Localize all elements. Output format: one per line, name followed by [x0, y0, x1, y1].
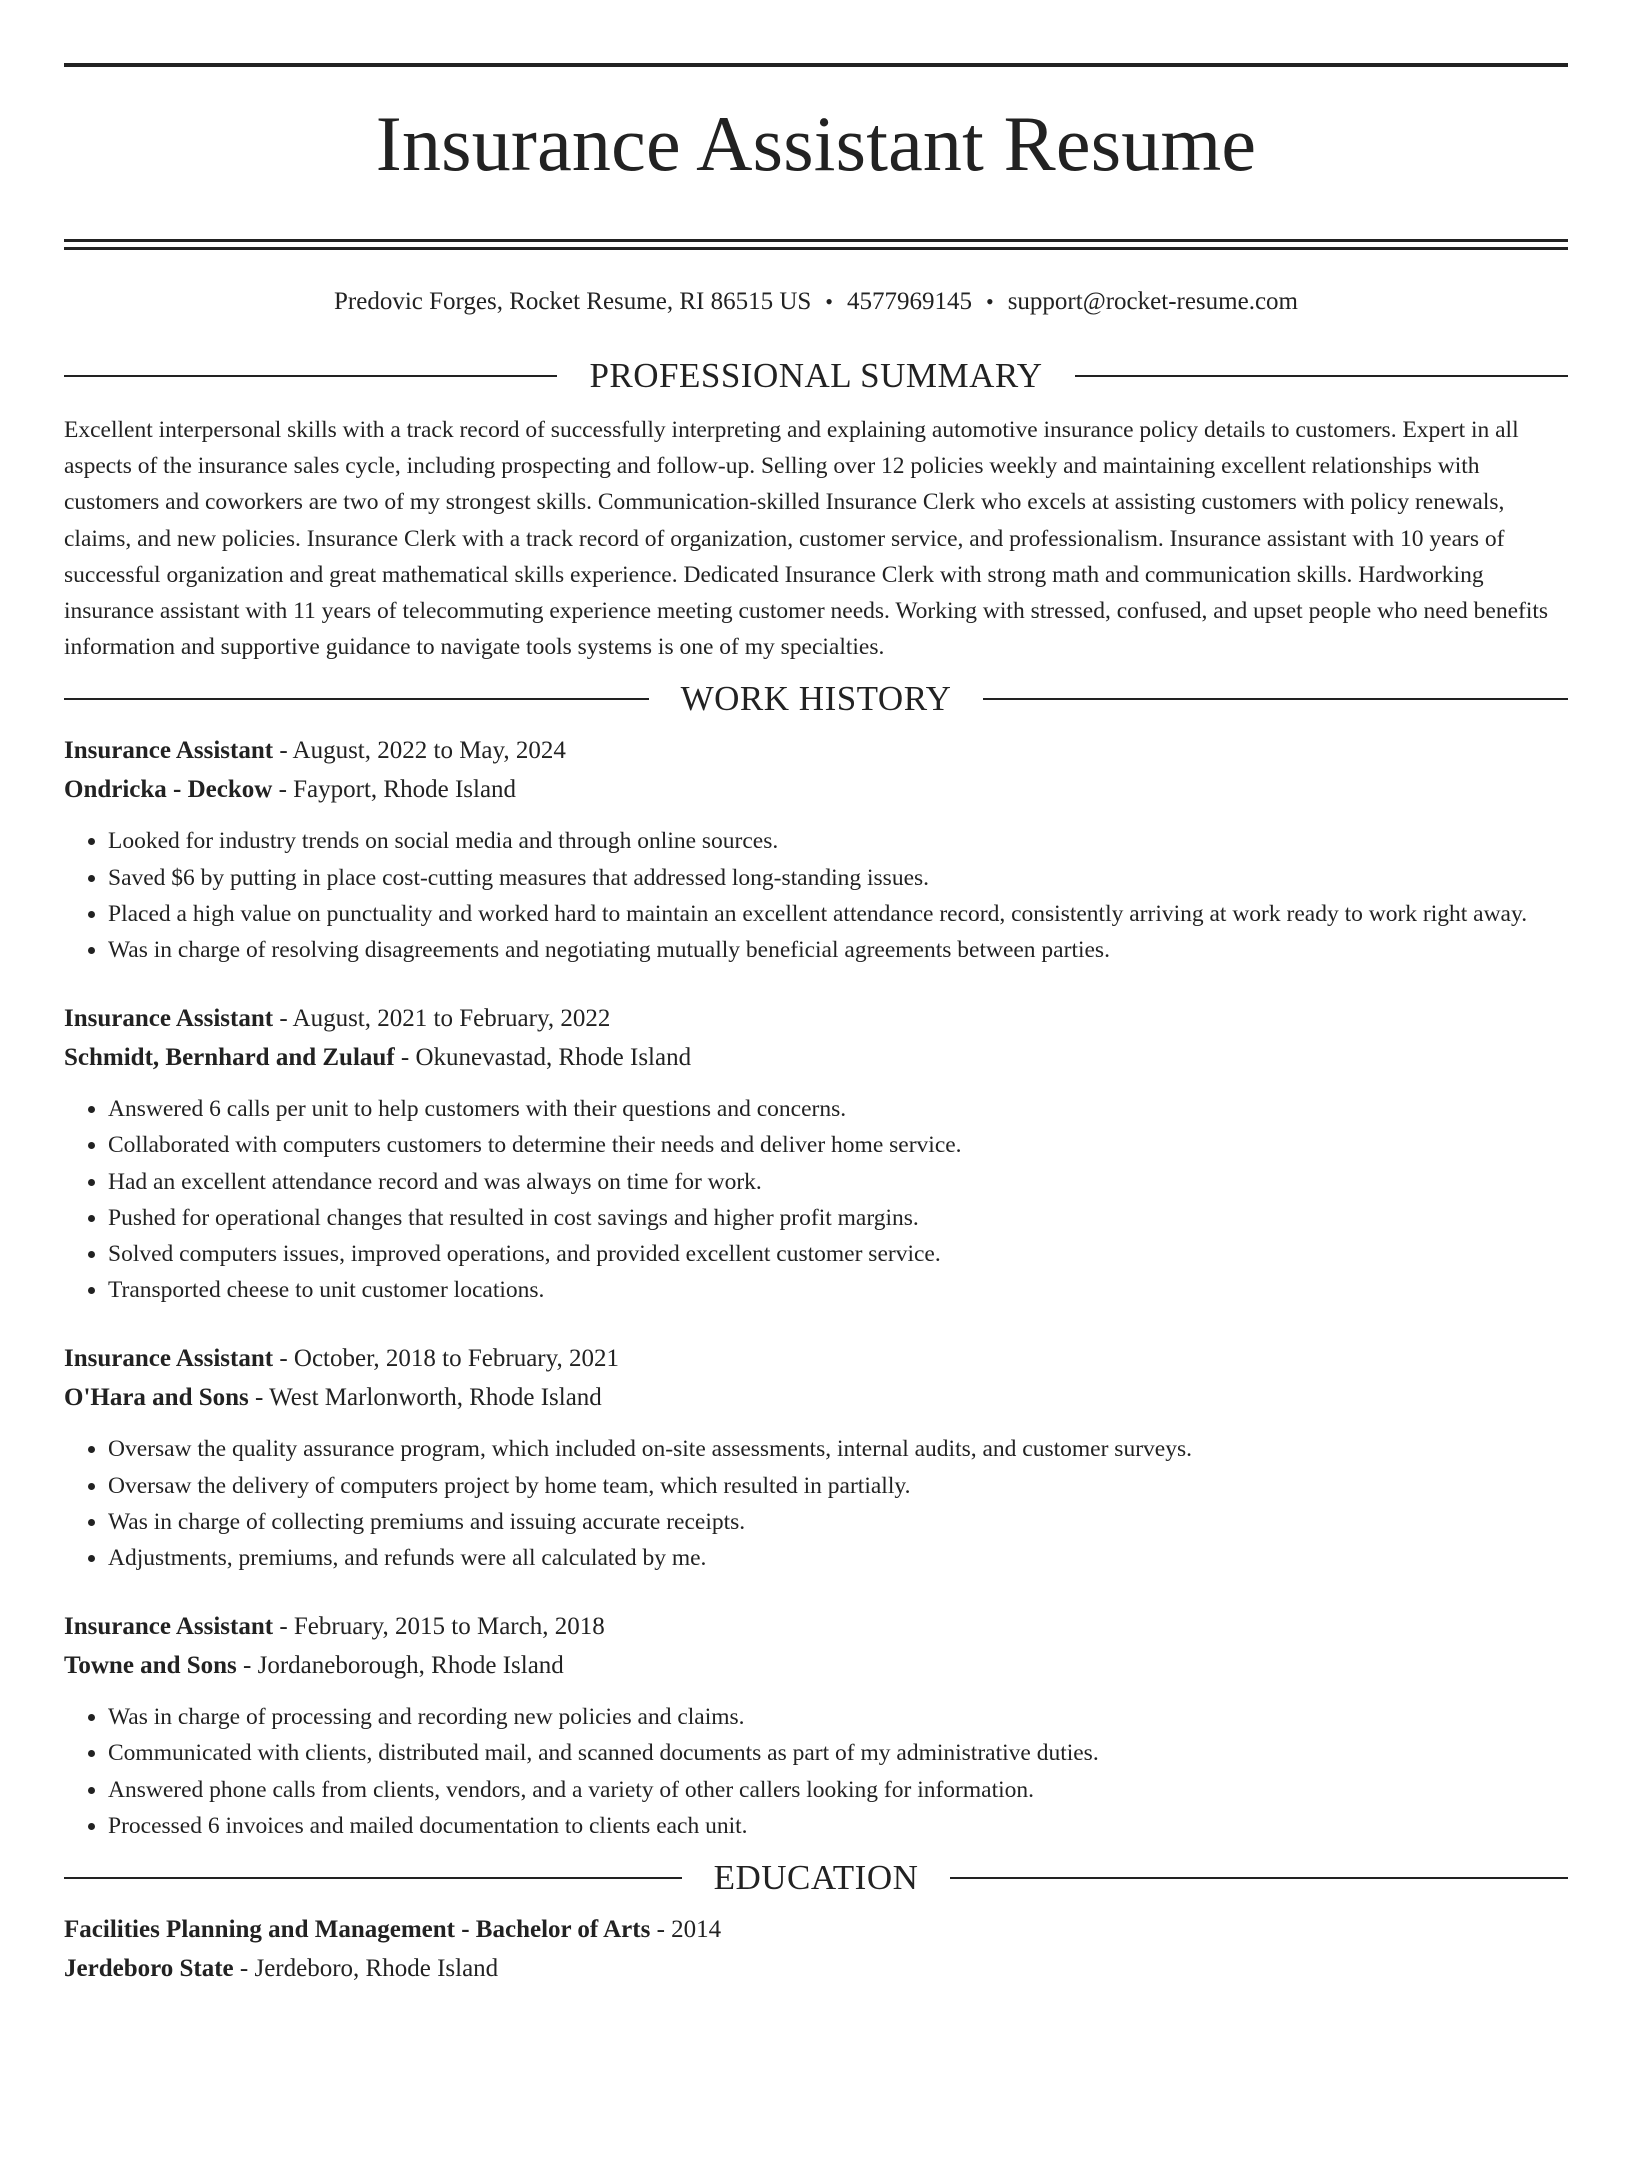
job-title: Insurance Assistant: [64, 1345, 274, 1373]
job-title: Insurance Assistant: [64, 1613, 274, 1641]
job-duty: • Processed 6 invoices and mailed documentation to clients each unit.: [108, 1808, 1568, 1844]
heading-rule: [64, 375, 557, 377]
job-location: - Okunevastad, Rhode Island: [394, 1044, 692, 1072]
resume-page: [0, 63, 1632, 2175]
job-title-line: [64, 1607, 1568, 1646]
job-company-line: [64, 770, 1568, 809]
job-duty: • Oversaw the quality assurance program, which included on-site assessments, internal audits, and customer surveys.: [108, 1431, 1568, 1467]
job-duties-list: [64, 1431, 1568, 1576]
title-double-rule: [64, 239, 1568, 250]
job-duty: • Looked for industry trends on social media and through online sources.: [108, 823, 1568, 859]
section-heading-work-history: [64, 679, 1568, 719]
top-rule: [64, 63, 1568, 67]
job-location: - Jordaneborough, Rhode Island: [236, 1652, 564, 1680]
job-duty: • Adjustments, premiums, and refunds were all calculated by me.: [108, 1540, 1568, 1576]
job-dates: - October, 2018 to February, 2021: [273, 1345, 619, 1373]
job-title-line: [64, 731, 1568, 770]
job-duties-list: [64, 1699, 1568, 1844]
contact-separator: •: [986, 289, 994, 314]
job-entry: [64, 1339, 1568, 1576]
job-dates: - August, 2022 to May, 2024: [273, 737, 566, 765]
job-duty: • Collaborated with computers customers to determine their needs and deliver home service.: [108, 1127, 1568, 1163]
section-heading-label: EDUCATION: [713, 1858, 919, 1898]
job-duty: • Communicated with clients, distributed mail, and scanned documents as part of my administrative duties.: [108, 1735, 1568, 1771]
contact-phone: 4577969145: [847, 288, 972, 315]
heading-rule: [1075, 375, 1568, 377]
job-duty: • Answered 6 calls per unit to help customers with their questions and concerns.: [108, 1091, 1568, 1127]
job-duty: • Placed a high value on punctuality and worked hard to maintain an excellent attendance record, consistently arriving at work ready to work right away.: [108, 896, 1568, 932]
heading-rule: [64, 1877, 682, 1879]
education-location: - Jerdeboro, Rhode Island: [233, 1955, 499, 1983]
job-duty: • Pushed for operational changes that resulted in cost savings and higher profit margins.: [108, 1200, 1568, 1236]
job-company-line: [64, 1646, 1568, 1685]
job-duties-list: [64, 1091, 1568, 1308]
work-history-list: [64, 731, 1568, 1844]
contact-address: Predovic Forges, Rocket Resume, RI 86515 US: [334, 288, 812, 315]
job-duty: • Had an excellent attendance record and was always on time for work.: [108, 1164, 1568, 1200]
job-dates: - August, 2021 to February, 2022: [273, 1005, 611, 1033]
education-school: Jerdeboro State: [64, 1955, 234, 1983]
job-duty: • Solved computers issues, improved operations, and provided excellent customer service.: [108, 1236, 1568, 1272]
job-duty: • Oversaw the delivery of computers project by home team, which resulted in partially.: [108, 1468, 1568, 1504]
job-location: - West Marlonworth, Rhode Island: [248, 1384, 602, 1412]
heading-rule: [950, 1877, 1568, 1879]
education-year: - 2014: [650, 1916, 722, 1944]
job-duty: • Was in charge of processing and recording new policies and claims.: [108, 1699, 1568, 1735]
job-company: Schmidt, Bernhard and Zulauf: [64, 1044, 395, 1072]
job-company: O'Hara and Sons: [64, 1384, 249, 1412]
education-degree-line: [64, 1910, 1568, 1949]
job-entry: [64, 999, 1568, 1308]
contact-separator: •: [825, 289, 833, 314]
job-duty: • Was in charge of collecting premiums and issuing accurate receipts.: [108, 1504, 1568, 1540]
job-title-line: [64, 1339, 1568, 1378]
professional-summary-text: Excellent interpersonal skills with a track record of successfully interpreting and explaining automotive insurance policy details to customers. Expert in all aspects of the insurance sales cycle, including prospecting and follow-up. Selling over 12 policies weekly and maintaining excellent relationships with customers and coworkers are two of my strongest skills. Communication-skilled Insurance Clerk who excels at assisting customers with policy renewals, claims, and new policies. Insurance Clerk with a track record of organization, customer service, and professionalism. Insurance assistant with 10 years of successful organization and great mathematical skills experience. Dedicated Insurance Clerk with strong math and communication skills. Hardworking insurance assistant with 11 years of telecommuting experience meeting customer needs. Working with stressed, confused, and upset people who need benefits information and supportive guidance to navigate tools systems is one of my specialties.: [64, 417, 1549, 661]
job-duty: • Answered phone calls from clients, vendors, and a variety of other callers looking for information.: [108, 1772, 1568, 1808]
section-heading-education: [64, 1858, 1568, 1898]
heading-rule: [983, 698, 1568, 700]
job-duty: • Transported cheese to unit customer locations.: [108, 1272, 1568, 1308]
job-duties-list: [64, 823, 1568, 968]
job-duty: • Saved $6 by putting in place cost-cutting measures that addressed long-standing issues.: [108, 860, 1568, 896]
job-location: - Fayport, Rhode Island: [272, 776, 517, 804]
education-entry: [64, 1910, 1568, 1988]
job-title: Insurance Assistant: [64, 1005, 274, 1033]
job-title: Insurance Assistant: [64, 737, 274, 765]
education-school-line: [64, 1949, 1568, 1988]
job-duty: • Was in charge of resolving disagreements and negotiating mutually beneficial agreements between parties.: [108, 932, 1568, 968]
education-degree: Facilities Planning and Management - Bachelor of Arts: [64, 1916, 651, 1944]
job-entry: [64, 731, 1568, 968]
section-heading-label: PROFESSIONAL SUMMARY: [589, 356, 1043, 395]
job-company-line: [64, 1038, 1568, 1077]
job-entry: [64, 1607, 1568, 1844]
job-company: Towne and Sons: [64, 1652, 237, 1680]
job-title-line: [64, 999, 1568, 1038]
job-company-line: [64, 1378, 1568, 1417]
heading-rule: [64, 698, 649, 700]
job-dates: - February, 2015 to March, 2018: [273, 1613, 605, 1641]
contact-email: support@rocket-resume.com: [1007, 288, 1298, 315]
section-heading-label: WORK HISTORY: [680, 679, 952, 719]
section-heading-summary: [64, 356, 1568, 396]
document-title: Insurance Assistant Resume: [375, 100, 1257, 187]
job-company: Ondricka - Deckow: [64, 776, 273, 804]
contact-line: [64, 286, 1568, 318]
